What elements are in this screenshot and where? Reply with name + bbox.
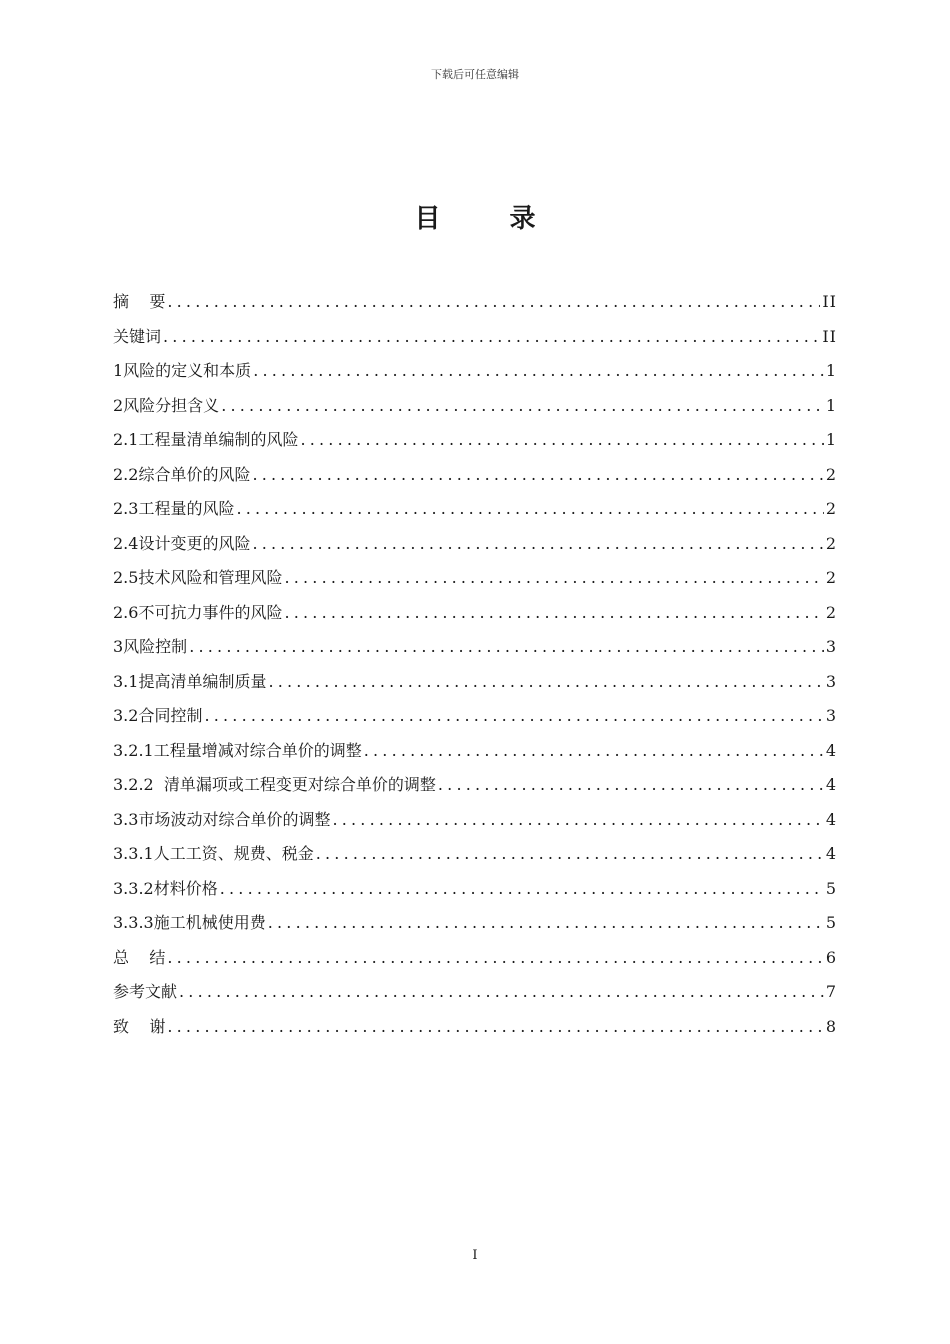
toc-entry[interactable] [113,876,837,911]
toc-entry-page: 8 [825,1016,837,1036]
toc-entry-page: 2 [825,602,837,622]
toc-entry-label: 3.3.3施工机械使用费 [113,913,266,932]
toc-entry-label: 总 结 [113,947,166,967]
toc-leader-dots [252,462,823,488]
toc-entry[interactable] [113,600,837,635]
toc-entry-page: 2 [825,499,837,518]
toc-entry-label: 3.3市场波动对综合单价的调整 [113,809,331,829]
toc-entry-label: 2.3工程量的风险 [113,499,235,518]
toc-leader-dots [221,393,824,419]
toc-entry[interactable] [113,324,837,359]
toc-entry-label: 3风险控制 [113,637,188,656]
toc-entry-label: 致 谢 [113,1016,166,1036]
toc-entry-page: 1 [825,430,837,449]
toc-entry-page: 2 [825,464,837,484]
toc-leader-dots [204,703,823,729]
toc-entry-page: 1 [825,395,837,415]
toc-entry[interactable] [113,910,837,945]
toc-leader-dots [189,634,824,660]
toc-entry-label: 2.4设计变更的风险 [113,533,251,553]
toc-entry-label: 3.1提高清单编制质量 [113,671,267,691]
toc-entry[interactable] [113,358,837,393]
toc-entry-label: 3.2.2 清单漏项或工程变更对综合单价的调整 [113,775,436,794]
toc-leader-dots [252,531,823,557]
toc-entry[interactable] [113,1014,837,1049]
toc-entry[interactable] [113,427,837,462]
toc-leader-dots [253,358,824,384]
toc-entry-page: 4 [825,809,837,829]
toc-leader-dots [364,738,824,764]
toc-entry-page: 4 [825,740,837,760]
header-note: 下载后可任意编辑 [431,68,519,81]
toc-entry[interactable] [113,565,837,600]
toc-entry-label: 2.5技术风险和管理风险 [113,568,283,587]
toc-entry-page: 3 [825,671,837,691]
toc-entry-page: 3 [825,706,837,725]
toc-leader-dots [268,910,824,936]
toc-entry[interactable] [113,807,837,842]
toc-entry[interactable] [113,496,837,531]
toc-entry[interactable] [113,531,837,566]
toc-leader-dots [163,324,820,350]
toc-leader-dots [220,876,824,902]
toc-entry-page: 7 [825,982,837,1001]
toc-entry-label: 3.3.1人工工资、规费、税金 [113,844,314,863]
toc-leader-dots [438,772,824,798]
toc-entry-page: 2 [825,568,837,587]
toc-entry[interactable] [113,841,837,876]
toc-entry-page: 1 [825,361,837,380]
toc-entry-page: 4 [825,775,837,794]
toc-leader-dots [167,945,823,971]
toc-entry[interactable] [113,738,837,773]
toc-leader-dots [300,427,823,453]
page-title: 目 录 [414,204,566,234]
toc-entry[interactable] [113,703,837,738]
toc-entry-page: II [822,326,837,346]
toc-entry-label: 参考文献 [113,982,178,1001]
toc-entry-page: 5 [825,878,837,898]
toc-entry-label: 1风险的定义和本质 [113,361,252,380]
toc-entry-label: 关键词 [113,326,162,346]
toc-leader-dots [268,669,823,695]
toc-entry[interactable] [113,669,837,704]
toc-entry[interactable] [113,462,837,497]
toc-leader-dots [284,565,823,591]
toc-entry-page: 5 [825,913,837,932]
toc-entry-page: 2 [825,533,837,553]
toc-entry[interactable] [113,945,837,980]
page-number: I [472,1248,478,1263]
toc-leader-dots [167,1014,823,1040]
table-of-contents [113,289,837,1048]
toc-entry-label: 2风险分担含义 [113,395,220,415]
toc-entry[interactable] [113,979,837,1014]
toc-entry-label: 2.2综合单价的风险 [113,464,251,484]
toc-entry-label: 2.1工程量清单编制的风险 [113,430,299,449]
toc-entry-label: 2.6不可抗力事件的风险 [113,602,283,622]
toc-entry-label: 摘 要 [113,292,166,311]
toc-entry-page: II [822,292,837,311]
toc-entry-label: 3.2合同控制 [113,706,203,725]
toc-entry-page: 3 [825,637,837,656]
toc-entry[interactable] [113,772,837,807]
toc-leader-dots [236,496,823,522]
toc-leader-dots [284,600,823,626]
toc-entry-label: 3.3.2材料价格 [113,878,218,898]
toc-entry-label: 3.2.1工程量增减对综合单价的调整 [113,740,362,760]
toc-entry-page: 4 [825,844,837,863]
toc-leader-dots [332,807,823,833]
toc-entry[interactable] [113,634,837,669]
toc-leader-dots [167,289,820,315]
toc-entry-page: 6 [825,947,837,967]
toc-leader-dots [316,841,824,867]
toc-entry[interactable] [113,289,837,324]
toc-entry[interactable] [113,393,837,428]
toc-leader-dots [179,979,824,1005]
